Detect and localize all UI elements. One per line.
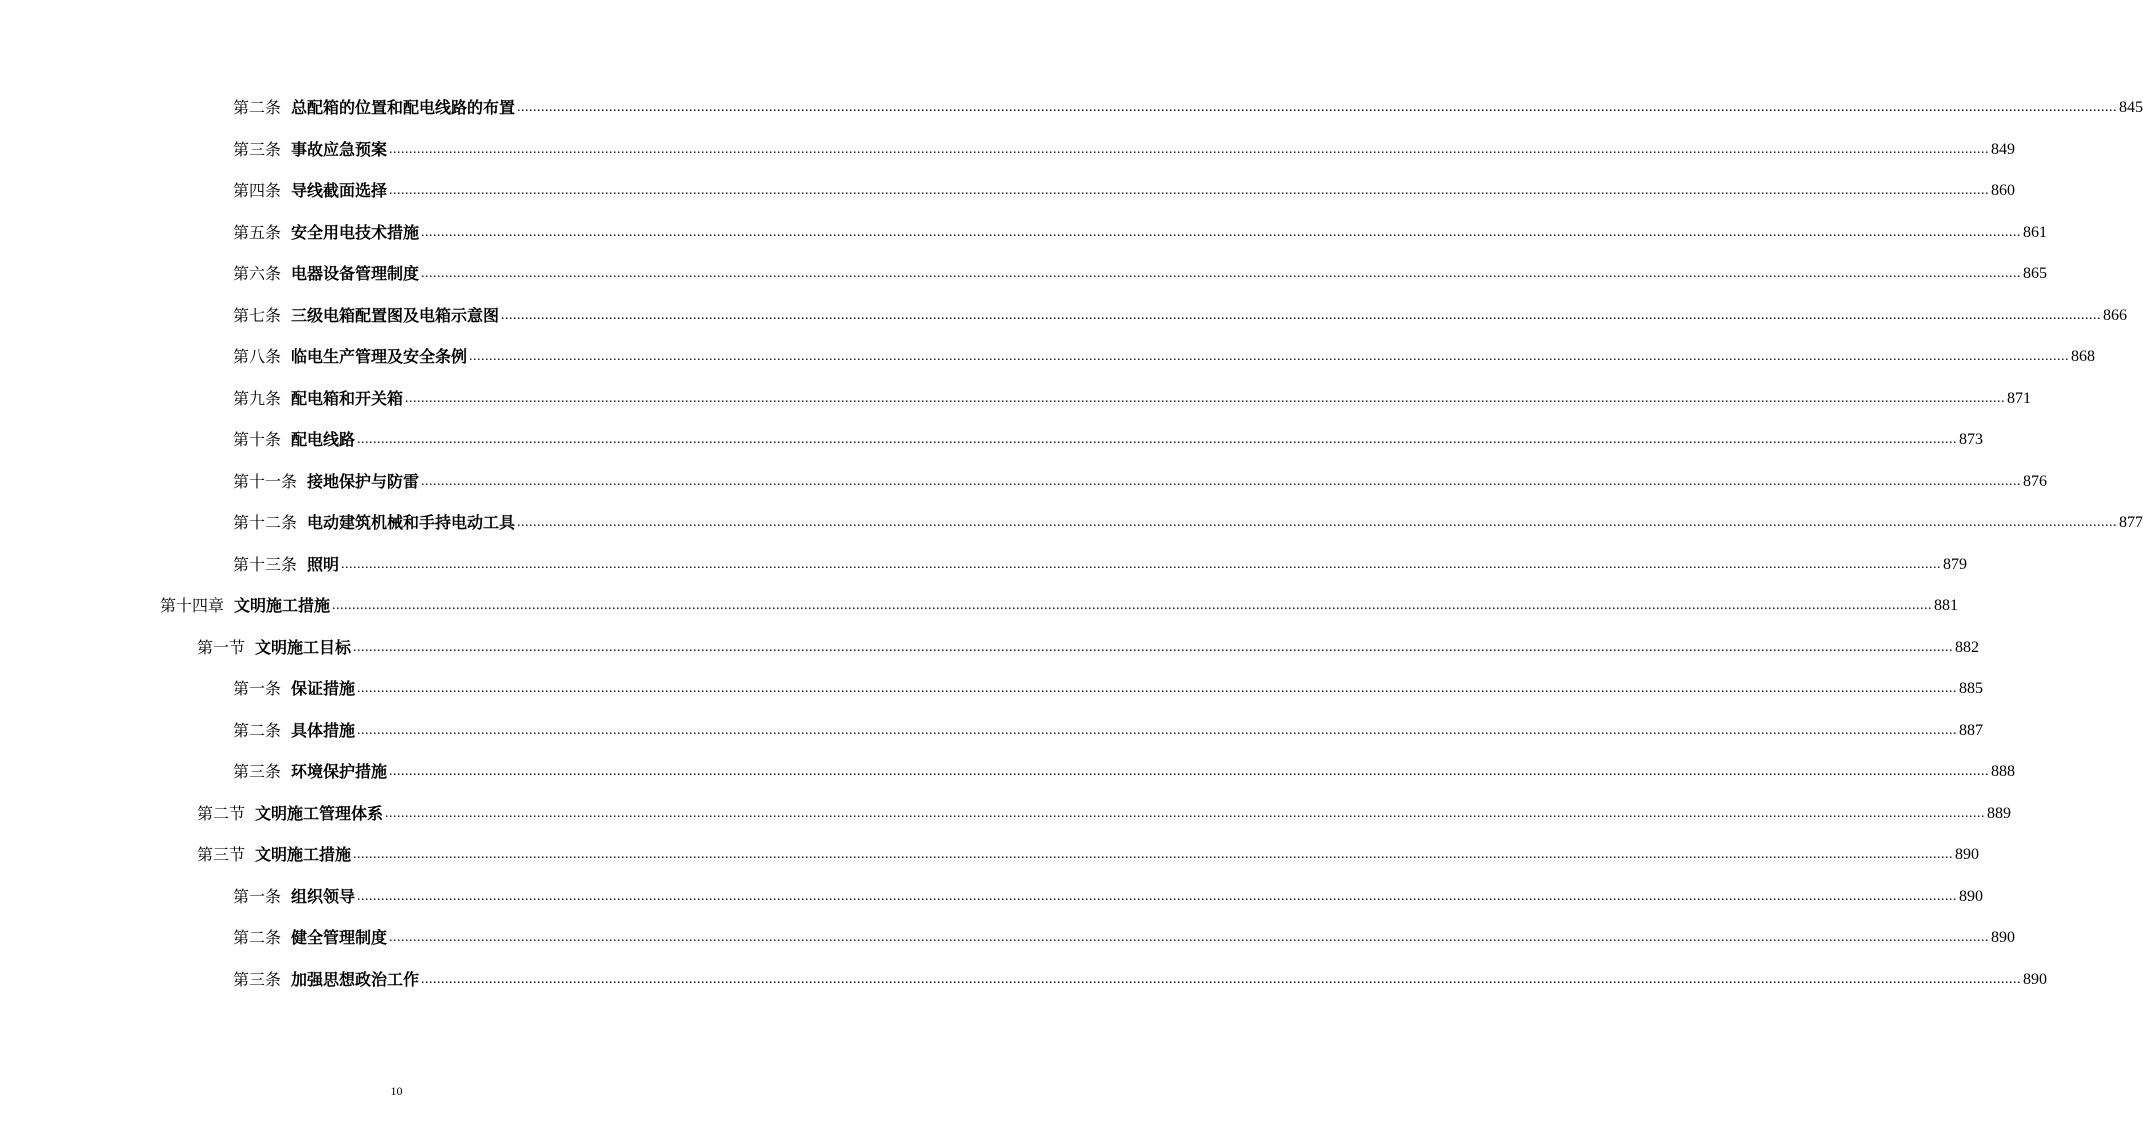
toc-entry-number: 第一条 [233,886,282,906]
toc-entry-title: 保证措施 [291,679,356,698]
toc-dot-leader: ................................................................................................................................................................................................................................................................................................................................................................................................................ [517,515,2118,530]
toc-entry[interactable] [160,588,1959,616]
toc-entry-number: 第三条 [233,139,282,159]
toc-entry-number: 第六条 [233,264,282,283]
toc-dot-leader: ................................................................................................................................................................................................................................................................................................................................................................................................................ [357,432,1958,447]
toc-entry-page: 849 [1991,140,2016,158]
toc-dot-leader: ................................................................................................................................................................................................................................................................................................................................................................................................................ [421,473,2022,489]
toc-entry-title: 照明 [307,554,340,574]
toc-entry-page: 890 [1955,846,1980,863]
toc-dot-leader: ................................................................................................................................................................................................................................................................................................................................................................................................................ [353,639,1954,655]
toc-entry-number: 第四条 [233,181,282,200]
toc-entry-number: 第十条 [233,430,282,449]
toc-entry-number: 第二条 [233,98,282,117]
toc-entry-number: 第二条 [233,720,282,740]
toc-entry[interactable] [233,215,2048,243]
toc-entry[interactable] [197,630,1980,658]
toc-entry-title: 临电生产管理及安全条例 [291,347,468,366]
toc-entry-page: 868 [2071,348,2096,365]
toc-entry-title: 健全管理制度 [291,928,388,947]
toc-dot-leader: ................................................................................................................................................................................................................................................................................................................................................................................................................ [501,307,2102,323]
toc-entry[interactable] [197,837,1980,865]
toc-entry-number: 第十一条 [233,471,298,491]
toc-entry-number: 第三节 [197,845,246,864]
toc-entry[interactable] [233,547,1968,575]
toc-entry-page: 879 [1943,555,1968,573]
toc-entry-title: 电动建筑机械和手持电动工具 [307,513,516,532]
toc-entry-title: 文明施工目标 [255,637,352,657]
toc-entry-page: 887 [1959,721,1984,739]
toc-entry-number: 第三条 [233,969,282,989]
toc-entry-number: 第十三条 [233,554,298,574]
toc-entry-page: 882 [1955,638,1980,656]
toc-entry-number: 第一节 [197,637,246,657]
toc-entry-title: 具体措施 [291,720,356,740]
toc-entry-title: 环境保护措施 [291,762,388,781]
toc-entry[interactable] [233,422,1984,450]
toc-entry[interactable] [233,879,1984,907]
toc-entry-title: 配电线路 [291,430,356,449]
toc-entry-number: 第五条 [233,222,282,242]
toc-dot-leader: ................................................................................................................................................................................................................................................................................................................................................................................................................ [517,100,2118,115]
toc-entry-title: 组织领导 [291,886,356,906]
toc-entry-page: 866 [2103,306,2128,324]
toc-entry-title: 文明施工管理体系 [255,803,384,823]
toc-entry[interactable] [233,505,2143,533]
toc-entry-page: 871 [2007,389,2032,407]
toc-entry-title: 文明施工措施 [234,596,331,615]
toc-entry-page: 876 [2023,472,2048,490]
toc-entry-number: 第一条 [233,679,282,698]
toc-entry-page: 881 [1934,597,1959,614]
toc-dot-leader: ................................................................................................................................................................................................................................................................................................................................................................................................................ [357,722,1958,738]
toc-dot-leader: ................................................................................................................................................................................................................................................................................................................................................................................................................ [405,390,2006,406]
toc-dot-leader: ................................................................................................................................................................................................................................................................................................................................................................................................................ [469,349,2070,364]
toc-entry[interactable] [233,464,2048,492]
toc-entry-title: 电器设备管理制度 [291,264,420,283]
toc-entry-title: 接地保护与防雷 [307,471,420,491]
toc-entry[interactable] [233,298,2128,326]
toc-entry-number: 第二节 [197,803,246,823]
toc-entry-number: 第三条 [233,762,282,781]
toc-entry-page: 845 [2119,99,2143,116]
toc-entry[interactable] [233,381,2032,409]
toc-entry-title: 事故应急预案 [291,139,388,159]
toc-entry-title: 三级电箱配置图及电箱示意图 [291,305,500,325]
toc-entry[interactable] [233,671,1984,699]
toc-entry[interactable] [233,713,1984,741]
toc-dot-leader: ................................................................................................................................................................................................................................................................................................................................................................................................................ [385,805,1986,821]
toc-dot-leader: ................................................................................................................................................................................................................................................................................................................................................................................................................ [341,556,1942,572]
toc-entry-number: 第七条 [233,305,282,325]
toc-entry-page: 890 [1959,887,1984,905]
toc-entry[interactable] [233,173,2016,201]
toc-entry-page: 860 [1991,182,2016,199]
toc-entry-page: 861 [2023,223,2048,241]
toc-entry-page: 888 [1991,763,2016,780]
toc-entry-title: 配电箱和开关箱 [291,388,404,408]
toc-entry-page: 873 [1959,431,1984,448]
toc-entry-page: 889 [1987,804,2012,822]
toc-entry-title: 总配箱的位置和配电线路的布置 [291,98,516,117]
toc-dot-leader: ................................................................................................................................................................................................................................................................................................................................................................................................................ [421,266,2022,281]
toc-dot-leader: ................................................................................................................................................................................................................................................................................................................................................................................................................ [332,598,1933,613]
toc-entry[interactable] [233,962,2048,990]
toc-entry-number: 第九条 [233,388,282,408]
toc-entry[interactable] [233,754,2016,782]
toc-entry-title: 安全用电技术措施 [291,222,420,242]
toc-dot-leader: ................................................................................................................................................................................................................................................................................................................................................................................................................ [421,224,2022,240]
toc-dot-leader: ................................................................................................................................................................................................................................................................................................................................................................................................................ [357,888,1958,904]
toc-entry-page: 877 [2119,514,2143,531]
toc-entry-page: 865 [2023,265,2048,282]
toc-entry-title: 导线截面选择 [291,181,388,200]
toc-entry[interactable] [233,256,2048,284]
toc-dot-leader: ................................................................................................................................................................................................................................................................................................................................................................................................................ [389,764,1990,779]
toc-entry-page: 890 [2023,970,2048,988]
toc-dot-leader: ................................................................................................................................................................................................................................................................................................................................................................................................................ [353,847,1954,862]
toc-entry-number: 第十四章 [160,596,225,615]
toc-entry-page: 890 [1991,929,2016,946]
toc-entry-number: 第八条 [233,347,282,366]
toc-entry[interactable] [197,796,2012,824]
page-number: 10 [390,1084,403,1098]
toc-dot-leader: ................................................................................................................................................................................................................................................................................................................................................................................................................ [389,183,1990,198]
toc-dot-leader: ................................................................................................................................................................................................................................................................................................................................................................................................................ [389,930,1990,945]
toc-entry[interactable] [233,90,2143,118]
toc-entry-title: 加强思想政治工作 [291,969,420,989]
toc-dot-leader: ................................................................................................................................................................................................................................................................................................................................................................................................................ [389,141,1990,157]
toc-entry-page: 885 [1959,680,1984,697]
toc-entry[interactable] [233,920,2016,948]
toc-entry[interactable] [233,132,2016,160]
toc-entry-title: 文明施工措施 [255,845,352,864]
toc-entry[interactable] [233,339,2096,367]
toc-dot-leader: ................................................................................................................................................................................................................................................................................................................................................................................................................ [421,971,2022,987]
toc-entry-number: 第二条 [233,928,282,947]
toc-entry-number: 第十二条 [233,513,298,532]
toc-dot-leader: ................................................................................................................................................................................................................................................................................................................................................................................................................ [357,681,1958,696]
